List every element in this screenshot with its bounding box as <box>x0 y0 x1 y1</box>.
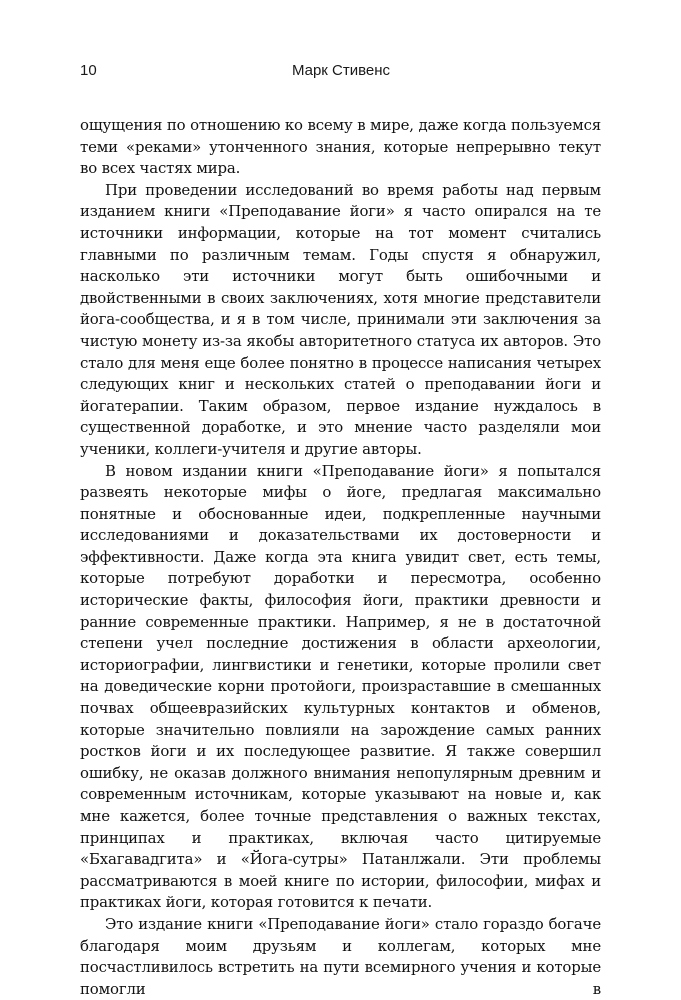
page-header <box>80 62 602 84</box>
body-text <box>80 115 601 1000</box>
running-head-author: Марк Стивенс <box>291 62 391 79</box>
paragraph-continuation: ощущения по отношению ко всему в мире, даже когда пользуемся теми «реками» утонченного знания, которые непрерывно текут во всех частях мира. <box>80 116 601 178</box>
paragraph: В новом издании книги «Преподавание йоги» я попытался развеять некоторые мифы о йоге, предлагая максимально понятные и обоснованные идеи, подкрепленные научными исследованиями и доказательствами их достоверности и эффективности. Даже когда эта книга увидит свет, есть темы, которые потребуют доработки и пересмотра, особенно исторические факты, философия йоги, практики древности и ранние современные практики. Например, я не в достаточной степени учел последние достижения в области археологии, историографии, лингвистики и генетики, которые пролили свет на доведические корни протойоги, произраставшие в смешанных почвах общеевразийских культурных контактов и обменов, которые значительно повлияли на зарождение самых ранних ростков йоги и их последующее развитие. Я также совершил ошибку, не оказав должного внимания непопулярным древним и современным источникам, которые указывают на новые и, как мне кажется, более точные представления о важных текстах, принципах и практиках, включая часто цитируемые «Бхагавадгита» и «Йога-сутры» Патанлжали. Эти проблемы рассматриваются в моей книге по истории, философии, мифах и практиках йоги, которая готовится к печати. <box>80 461 601 912</box>
paragraph-continues-next-page: Это издание книги «Преподавание йоги» стало гораздо богаче благодаря моим друзьям и коллегам, которых мне посчастливилось встретить на пути всемирного учения и которые помогли в <box>80 914 601 998</box>
page-number: 10 <box>80 62 97 79</box>
paragraph: При проведении исследований во время работы над первым изданием книги «Преподавание йоги» я часто опирался на те источники информации, которые на тот момент считались главными по различным темам. Годы спустя я обнаружил, насколько эти источники могут быть ошибочными и двойственными в своих заключениях, хотя многие представители йога-сообщества, и я в том числе, принимали эти заключения за чистую монету из-за якобы авторитетного статуса их авторов. Это стало для меня еще более понятно в процессе написания четырех следующих книг и нескольких статей о преподавании йоги и йогатерапии. Таким образом, первое издание нуждалось в существенной доработке, и это мнение часто разделяли мои ученики, коллеги-учителя и другие авторы. <box>80 180 601 458</box>
